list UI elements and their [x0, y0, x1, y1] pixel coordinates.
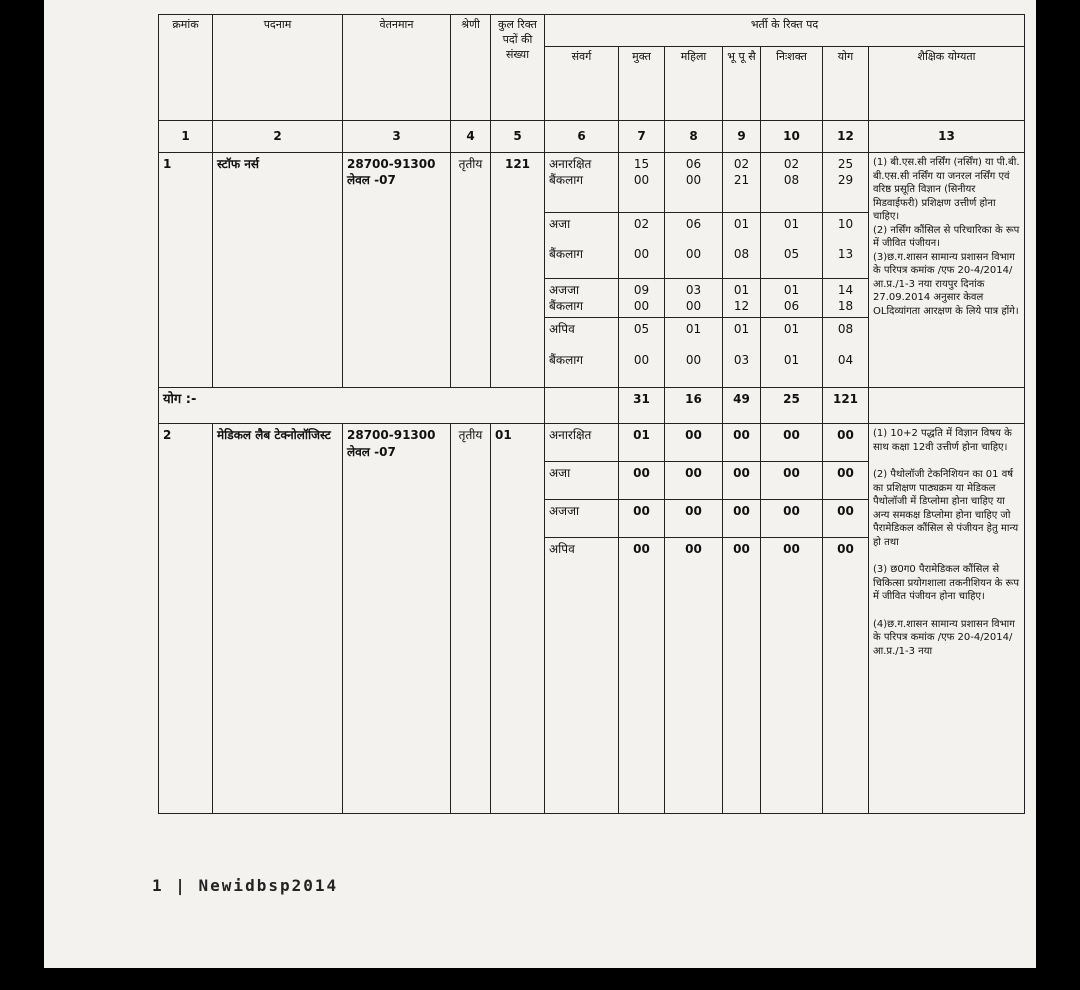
- exs-cell: 00: [723, 538, 761, 814]
- qualification-item: (4)छ.ग.शासन सामान्य प्रशासन विभाग के परिपत्र कमांक /एफ 20-4/2014/आ.प्र./1-3 नया: [873, 618, 1015, 657]
- qualification-item: (1) बी.एस.सी नर्सिंग (नर्सिंग) या पी.बी. बी.एस.सी नर्सिंग या जनरल नर्सिंग एवं वरिष्ठ प्रसूति विज्ञान (सिनीयर मिडवाईफरी) प्रशिक्षण उत्तीर्ण होना चाहिए।: [873, 157, 1020, 222]
- post2-designation: मेडिकल लैब टेक्नोलॉजिस्ट: [213, 424, 343, 814]
- disability-cell: 00: [761, 538, 823, 814]
- disability-cell: 00: [761, 462, 823, 500]
- post2-qualification: [869, 424, 1025, 814]
- value: 25: [837, 157, 854, 171]
- total-row-cadre: [545, 388, 619, 424]
- vacancy-table-wrapper: [158, 14, 1024, 814]
- value: 01: [783, 283, 800, 297]
- exs-cell: [723, 279, 761, 318]
- value: 01: [783, 217, 800, 231]
- total-cell: [823, 213, 869, 279]
- header-payscale: वेतनमान: [343, 15, 451, 121]
- qualification-item: (2) पैथोलॉजी टेकनिशियन का 01 वर्ष का प्रशिक्षण पाठ्यक्रम या मेडिकल पैथोलॉजी में डिप्लोमा होना चाहिए या अन्य समकक्ष डिप्लोमा होना चाहिए जो पैरामेडिकल कौंसिल से पंजीयन हेतु मान्य हो तथा: [873, 469, 1019, 548]
- col-number: 10: [761, 121, 823, 153]
- total-row: [159, 388, 1025, 424]
- qualification-item: (3) छ0ग0 पैरामेडिकल कौंसिल से चिकित्सा प्रयोगशाला तकनीशियन के रूप में जीवित पंजीयन होना चाहिए।: [873, 564, 1019, 603]
- open-cell: [619, 153, 665, 213]
- value: 05: [633, 322, 650, 337]
- page-footer: 1 | Newidbsp2014: [152, 876, 339, 895]
- exs-cell: [723, 153, 761, 213]
- women-cell: [665, 279, 723, 318]
- col-number: 9: [723, 121, 761, 153]
- value: 00: [685, 299, 702, 314]
- open-cell: [619, 279, 665, 318]
- header-category: श्रेणी: [451, 15, 491, 121]
- value: 00: [685, 173, 702, 188]
- cadre-backlog-label: बैंकलाग: [549, 352, 584, 367]
- table-row: [159, 424, 1025, 462]
- open-cell: [619, 318, 665, 388]
- open-cell: 00: [619, 462, 665, 500]
- cadre-backlog-label: बैंकलाग: [549, 247, 584, 262]
- header-total-posts: कुल रिक्त पदों की संख्या: [491, 15, 545, 121]
- value: 13: [837, 247, 854, 262]
- value: 06: [685, 157, 702, 171]
- value: 01: [685, 322, 702, 337]
- cadre-label: अनारक्षित: [549, 157, 592, 171]
- column-number-row: [159, 121, 1025, 153]
- open-cell: 00: [619, 500, 665, 538]
- value: 00: [685, 352, 702, 367]
- exs-cell: [723, 318, 761, 388]
- vacancy-table: [158, 14, 1025, 814]
- value: 01: [783, 322, 800, 337]
- table-row: [159, 153, 1025, 213]
- total-disability: 25: [761, 388, 823, 424]
- total-cell: 00: [823, 500, 869, 538]
- total-cell: 00: [823, 538, 869, 814]
- value: 02: [633, 217, 650, 231]
- col-number: 2: [213, 121, 343, 153]
- col-number: 4: [451, 121, 491, 153]
- value: 29: [837, 173, 854, 188]
- total-women: 16: [665, 388, 723, 424]
- post1-serial: 1: [159, 153, 213, 388]
- col-number: 6: [545, 121, 619, 153]
- col-number: 3: [343, 121, 451, 153]
- value: 01: [783, 352, 800, 367]
- header-row-1: [159, 15, 1025, 47]
- qualification-item: (2) नर्सिंग कौंसिल से परिचारिका के रूप में जीवित पंजीयन।: [873, 224, 1020, 249]
- header-cadre: संवर्ग: [545, 47, 619, 121]
- value: 08: [783, 173, 800, 188]
- col-number: 5: [491, 121, 545, 153]
- value: 14: [837, 283, 854, 297]
- post1-payscale-cell: [343, 153, 451, 388]
- header-total: योग: [823, 47, 869, 121]
- value: 00: [633, 247, 650, 262]
- col-number: 1: [159, 121, 213, 153]
- cadre-label: अजा: [549, 217, 571, 231]
- total-cell: 00: [823, 424, 869, 462]
- value: 09: [633, 283, 650, 297]
- total-row-label: योग :-: [159, 388, 545, 424]
- disability-cell: [761, 318, 823, 388]
- post2-serial: 2: [159, 424, 213, 814]
- value: 15: [633, 157, 650, 171]
- disability-cell: 00: [761, 424, 823, 462]
- total-cell: [823, 153, 869, 213]
- value: 12: [733, 299, 750, 314]
- value: 01: [733, 217, 750, 231]
- value: 01: [733, 283, 750, 297]
- women-cell: 00: [665, 424, 723, 462]
- post2-payscale: 28700-91300: [347, 428, 436, 443]
- total-exs: 49: [723, 388, 761, 424]
- post1-qualification: [869, 153, 1025, 388]
- value: 00: [633, 173, 650, 188]
- header-open: मुक्त: [619, 47, 665, 121]
- post2-category: तृतीय: [451, 424, 491, 814]
- value: 02: [733, 157, 750, 171]
- post1-cadre-cell: [545, 153, 619, 213]
- value: 04: [837, 352, 854, 367]
- post2-cadre: अनारक्षित: [545, 424, 619, 462]
- exs-cell: [723, 213, 761, 279]
- post1-cadre-cell: [545, 213, 619, 279]
- value: 03: [685, 283, 702, 297]
- disability-cell: [761, 213, 823, 279]
- disability-cell: [761, 279, 823, 318]
- post1-designation: स्टॉफ नर्स: [213, 153, 343, 388]
- disability-cell: [761, 153, 823, 213]
- value: 10: [837, 217, 854, 231]
- post1-cadre-cell: [545, 318, 619, 388]
- post2-cadre: अजजा: [545, 500, 619, 538]
- qualification-item: (1) 10+2 पद्धति में विज्ञान विषय के साथ कक्षा 12वी उत्तीर्ण होना चाहिए।: [873, 428, 1012, 453]
- cadre-label: अपिव: [549, 322, 575, 337]
- women-cell: 00: [665, 538, 723, 814]
- document-page: [44, 0, 1036, 968]
- total-cell: [823, 279, 869, 318]
- value: 03: [733, 352, 750, 367]
- open-cell: 01: [619, 424, 665, 462]
- post2-cadre: अजा: [545, 462, 619, 500]
- header-disability: निःशक्त: [761, 47, 823, 121]
- women-cell: 00: [665, 462, 723, 500]
- cadre-backlog-label: बैंकलाग: [549, 299, 584, 314]
- post1-level: लेवल -07: [347, 173, 396, 188]
- post2-cadre: अपिव: [545, 538, 619, 814]
- total-cell: 00: [823, 462, 869, 500]
- women-cell: [665, 153, 723, 213]
- value: 08: [733, 247, 750, 262]
- value: 00: [685, 247, 702, 262]
- value: 06: [685, 217, 702, 231]
- header-serial: क्रमांक: [159, 15, 213, 121]
- value: 06: [783, 299, 800, 314]
- post1-total-posts: 121: [491, 153, 545, 388]
- exs-cell: 00: [723, 462, 761, 500]
- cadre-backlog-label: बैंकलाग: [549, 173, 584, 188]
- post2-payscale-cell: [343, 424, 451, 814]
- total-total: 121: [823, 388, 869, 424]
- open-cell: [619, 213, 665, 279]
- women-cell: 00: [665, 500, 723, 538]
- women-cell: [665, 213, 723, 279]
- post2-total-posts: 01: [491, 424, 545, 814]
- women-cell: [665, 318, 723, 388]
- post2-level: लेवल -07: [347, 444, 396, 459]
- value: 01: [733, 322, 750, 337]
- total-open: 31: [619, 388, 665, 424]
- header-ex-service: भू पू सै: [723, 47, 761, 121]
- col-number: 12: [823, 121, 869, 153]
- value: 02: [783, 157, 800, 171]
- cadre-label: अजजा: [549, 283, 580, 297]
- exs-cell: 00: [723, 424, 761, 462]
- exs-cell: 00: [723, 500, 761, 538]
- header-women: महिला: [665, 47, 723, 121]
- value: 05: [783, 247, 800, 262]
- value: 00: [633, 352, 650, 367]
- value: 18: [837, 299, 854, 314]
- post1-payscale: 28700-91300: [347, 157, 436, 171]
- value: 08: [837, 322, 854, 337]
- col-number: 7: [619, 121, 665, 153]
- disability-cell: 00: [761, 500, 823, 538]
- qualification-item: (3)छ.ग.शासन सामान्य प्रशासन विभाग के परिपत्र कमांक /एफ 20-4/2014/आ.प्र./1-3 नया रायपुर दिनांक 27.09.2014 अनुसार केवल OLदिव्यांगता आरक्षण के लिये पात्र होंगे।: [873, 251, 1019, 317]
- open-cell: 00: [619, 538, 665, 814]
- value: 00: [633, 299, 650, 314]
- post1-cadre-cell: [545, 279, 619, 318]
- col-number: 13: [869, 121, 1025, 153]
- header-qualification: शैक्षिक योग्यता: [869, 47, 1025, 121]
- header-vacancy-group: भर्ती के रिक्त पद: [545, 15, 1025, 47]
- col-number: 8: [665, 121, 723, 153]
- post1-category: तृतीय: [451, 153, 491, 388]
- value: 21: [733, 173, 750, 188]
- total-cell: [823, 318, 869, 388]
- total-row-qualification: [869, 388, 1025, 424]
- header-designation: पदनाम: [213, 15, 343, 121]
